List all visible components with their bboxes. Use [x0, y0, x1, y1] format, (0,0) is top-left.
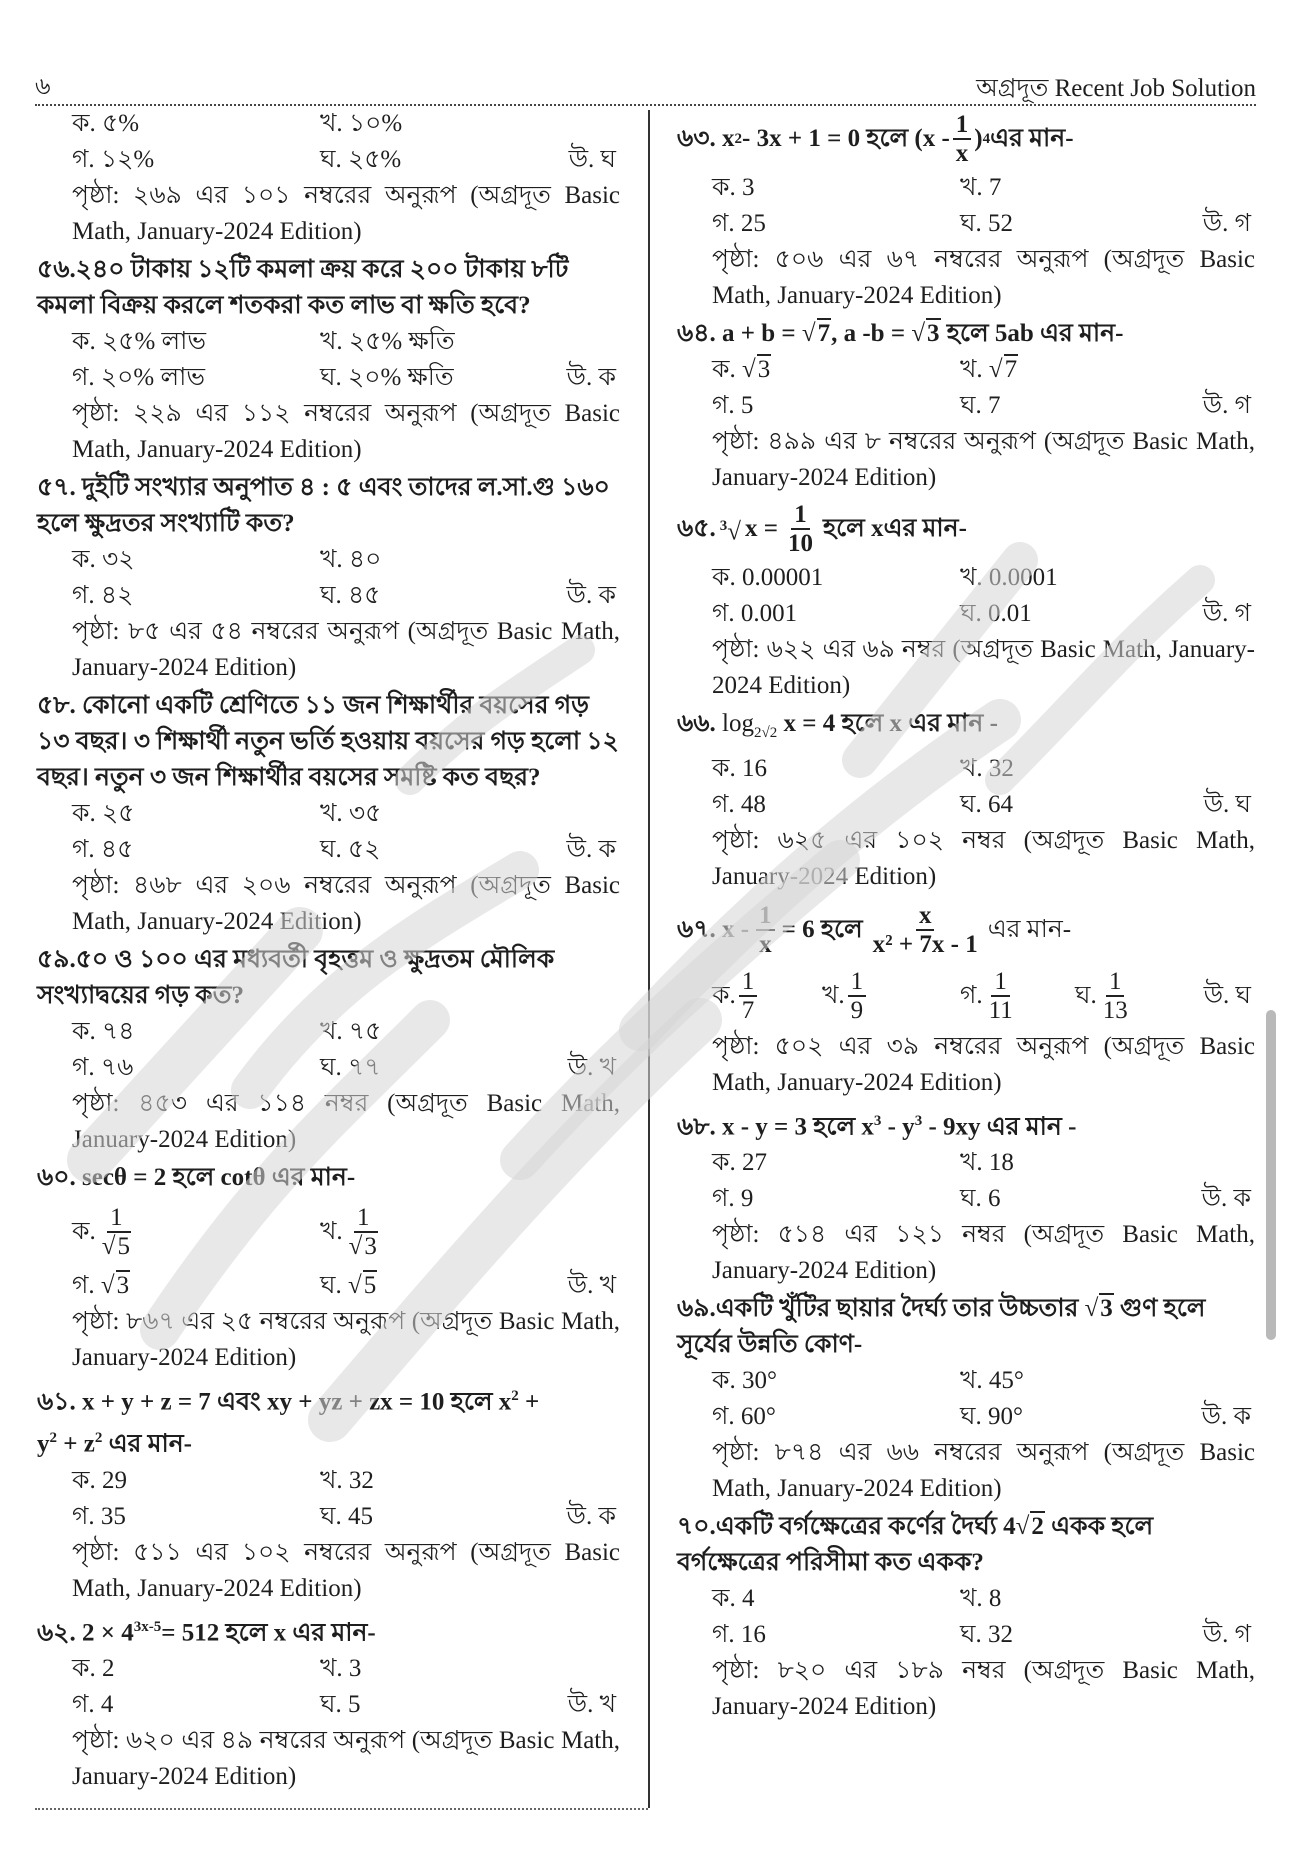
option-row	[712, 1399, 1255, 1435]
option-ka	[72, 1204, 320, 1261]
option-kha	[960, 352, 1255, 388]
option-row	[712, 1145, 1255, 1181]
option-ga: গ. 16	[712, 1621, 766, 1649]
stem-part: এর মান-	[987, 916, 1072, 943]
question-stem	[677, 706, 1255, 751]
stem-part: x = 4 হলে x এর মান -	[777, 710, 998, 737]
option-ka: ক. ৩২	[72, 546, 135, 573]
question-stem: ৫৯.৫০ ও ১০০ এর মধ্যবর্তী বৃহত্তম ও ক্ষুদ্রতম মৌলিক সংখ্যাদ্বয়ের গড় কত?	[37, 946, 555, 1009]
option-row	[712, 1181, 1255, 1217]
option-kha: খ. 3	[320, 1654, 362, 1682]
option-kha: খ. 32	[320, 1466, 374, 1494]
stem-part: ৬৬.	[677, 710, 716, 737]
answer-label: উ. গ	[1202, 392, 1251, 419]
reference-text: পৃষ্ঠা: ৪৬৮ এর ২০৬ নম্বরের অনুরূপ (অগ্রদূত Basic Math, January-2024 Edition)	[72, 872, 620, 935]
option-row	[712, 206, 1255, 242]
left-column	[37, 106, 620, 1795]
option-ka: ক. ২৫% লাভ	[72, 328, 207, 355]
reference-text: পৃষ্ঠা: ৮৫ এর ৫৪ নম্বরের অনুরূপ (অগ্রদূত Basic Math, January-2024 Edition)	[72, 618, 620, 681]
stem-part: - 9xy এর মান -	[922, 1113, 1077, 1141]
question-stem	[677, 897, 1255, 963]
option-ka: ক. $\frac{1}{7}$	[712, 968, 822, 1025]
stem-part: ৭০.একটি বর্গক্ষেত্রের কর্ণের দৈর্ঘ্য 4√	[677, 1513, 1030, 1541]
fraction	[785, 501, 816, 558]
fraction	[99, 1204, 134, 1261]
question-stem: ৬০. secθ = 2 হলে cotθ এর মান-	[37, 1164, 356, 1191]
answer-label: উ. ক	[1201, 1185, 1251, 1213]
fraction	[870, 902, 981, 959]
answer-label: উ. ঘ	[568, 146, 616, 173]
option-row	[72, 578, 620, 614]
reference-text: পৃষ্ঠা: ৬২২ এর ৬৯ নম্বর (অগ্রদূত Basic Math, January-2024 Edition)	[712, 636, 1255, 699]
denominator: x	[955, 140, 969, 167]
answer-label: উ. খ	[567, 1272, 616, 1299]
option-gha: ঘ. $\frac{1}{13}$	[1075, 968, 1185, 1025]
bottom-divider	[35, 1808, 648, 1810]
option-kha: খ. 32	[960, 755, 1014, 782]
denominator: 13	[1102, 997, 1128, 1024]
reference-text: পৃষ্ঠা: ৫১১ এর ১০২ নম্বরের অনুরূপ (অগ্রদূত Basic Math, January-2024 Edition)	[72, 1538, 620, 1602]
option-kha	[320, 1204, 620, 1261]
option-ka: ক. 2	[72, 1654, 115, 1682]
option-row	[712, 596, 1255, 632]
reference-text: পৃষ্ঠা: ২৬৯ এর ১০১ নম্বরের অনুরূপ (অগ্রদূত Basic Math, January-2024 Edition)	[72, 182, 620, 245]
exponent: 3	[914, 1113, 923, 1129]
fraction	[756, 902, 775, 959]
option-prefix: ক. √	[712, 356, 756, 383]
exponent: 4	[982, 131, 991, 147]
numerator: 1	[991, 968, 1010, 998]
option-kha: খ. 45°	[960, 1367, 1024, 1395]
stem-part: y	[37, 1430, 50, 1458]
option-gha: ঘ. ২৫%	[320, 146, 402, 173]
stem-part: হলে xএর মান-	[822, 515, 967, 542]
stem-part: ৬৩. x	[677, 125, 735, 152]
option-gha: ঘ. ৫২	[320, 836, 381, 863]
numerator: 1	[791, 501, 810, 531]
running-header-title: অগ্রদূত Recent Job Solution	[976, 75, 1256, 102]
fraction	[986, 968, 1016, 1025]
root-index: 3	[719, 517, 728, 534]
question-stem: ৫৭. দুইটি সংখ্যার অনুপাত ৪ : ৫ এবং তাদের ল.সা.গু ১৬০ হলে ক্ষুদ্রতর সংখ্যাটি কত?	[37, 474, 610, 537]
option-ga: গ. 48	[712, 791, 766, 818]
option-ka: ক. 29	[72, 1466, 127, 1494]
option-ka: ক. 27	[712, 1149, 767, 1177]
question-stem	[677, 1103, 1255, 1145]
option-ga: গ. √3	[72, 1272, 130, 1299]
option-prefix: খ.	[320, 1218, 343, 1245]
answer-label: উ. খ	[567, 1054, 616, 1081]
option-gha: ঘ. 5	[320, 1690, 361, 1718]
reference-text: পৃষ্ঠা: ৪৫৩ এর ১১৪ নম্বর (অগ্রদূত Basic Math, January-2024 Edition)	[72, 1090, 620, 1153]
option-ka: ক. 16	[712, 755, 767, 782]
option-ga: গ. 0.001	[712, 600, 798, 627]
stem-part: - 3x + 1 = 0 হলে (x -	[742, 125, 950, 152]
option-kha: খ. $\frac{1}{9}$	[822, 968, 960, 1025]
radicand: 3	[1100, 1295, 1113, 1323]
stem-part: ৬৯.একটি খুঁটির ছায়ার দৈর্ঘ্য তার উচ্চতার √	[677, 1295, 1099, 1323]
option-ka: ক. ৫%	[72, 110, 140, 137]
exponent: 3x-5	[133, 1618, 162, 1635]
radicand: 5	[363, 1272, 377, 1299]
fraction	[1100, 968, 1131, 1025]
option-row	[72, 1463, 620, 1499]
question-stem: ৫৬.২৪০ টাকায় ১২টি কমলা ক্রয় করে ২০০ টাকায় ৮টি কমলা বিক্রয় করলে শতকরা কত লাভ বা ক্ষতি হবে?	[37, 256, 569, 319]
question-stem	[37, 1609, 620, 1651]
option-ga: গ. $\frac{1}{11}$	[960, 968, 1075, 1025]
question-stem	[677, 1509, 1255, 1581]
question-stem	[677, 498, 1255, 560]
question-block	[37, 1378, 620, 1607]
option-ka	[712, 352, 960, 388]
option-ga: গ. ৭৬	[72, 1054, 134, 1081]
answer-label: উ. গ	[1202, 210, 1251, 237]
question-block	[677, 498, 1255, 704]
option-gha: ঘ. ৭৭	[320, 1054, 381, 1081]
option-gha: ঘ. ২০% ক্ষতি	[320, 364, 454, 391]
reference-text: পৃষ্ঠা: ৮২০ এর ১৮৯ নম্বর (অগ্রদূত Basic Math, January-2024 Edition)	[712, 1657, 1255, 1721]
answer-label: উ. খ	[567, 1690, 616, 1718]
option-row	[72, 360, 620, 396]
numerator: 1	[756, 902, 775, 932]
option-row	[72, 542, 620, 578]
option-ga: গ. ৪২	[72, 582, 134, 609]
option-ka: ক. 0.00001	[712, 564, 824, 591]
numerator: 1	[848, 968, 867, 998]
radicand: 2	[1031, 1513, 1044, 1541]
cube-root: $^3$√	[719, 517, 741, 546]
reference-text: পৃষ্ঠা: ২২৯ এর ১১২ নম্বরের অনুরূপ (অগ্রদূত Basic Math, January-2024 Edition)	[72, 400, 620, 463]
option-prefix: ক.	[72, 1218, 96, 1245]
reference-text: পৃষ্ঠা: ৫০৬ এর ৬৭ নম্বরের অনুরূপ (অগ্রদূত Basic Math, January-2024 Edition)	[712, 246, 1255, 309]
option-row	[72, 796, 620, 832]
option-gha: ঘ. 52	[960, 210, 1013, 237]
stem-part: + z	[57, 1430, 95, 1458]
stem-part: হলে 5ab এর মান-	[940, 320, 1124, 347]
option-prefix: খ. √	[960, 356, 1003, 383]
question-block	[677, 316, 1255, 496]
reference-text: পৃষ্ঠা: ৬২৫ এর ১০২ নম্বর (অগ্রদূত Basic Math, January-2024 Edition)	[712, 827, 1255, 890]
option-row	[72, 1268, 620, 1304]
option-ka: ক. ৭৪	[72, 1018, 135, 1045]
question-block	[677, 706, 1255, 895]
option-row	[72, 1687, 620, 1723]
scrollbar-thumb[interactable]	[1266, 1010, 1276, 1340]
denominator: x	[759, 931, 772, 958]
question-stem	[677, 108, 1255, 170]
option-ga: গ. ২০% লাভ	[72, 364, 205, 391]
option-row	[72, 1014, 620, 1050]
answer-label: উ. গ	[1202, 600, 1251, 627]
option-row	[712, 1581, 1255, 1617]
radicand: 3	[116, 1272, 130, 1299]
answer-label: উ. ক	[566, 1502, 616, 1530]
question-stem	[37, 1378, 620, 1463]
stem-part: একক হলে বর্গক্ষেত্রের পরিসীমা কত একক?	[677, 1513, 1154, 1577]
option-row	[72, 1050, 620, 1086]
stem-part: ৬১. x + y + z = 7 এবং xy + yz + zx = 10 হলে x	[37, 1388, 512, 1416]
option-row	[72, 324, 620, 360]
option-ga: গ. 9	[712, 1185, 754, 1213]
reference-text: পৃষ্ঠা: ৫১৪ এর ১২১ নম্বর (অগ্রদূত Basic Math, January-2024 Edition)	[712, 1221, 1255, 1285]
radicand: 7	[1004, 356, 1018, 383]
option-row	[712, 751, 1255, 787]
answer-label: উ. ঘ	[1203, 982, 1251, 1009]
question-block	[37, 688, 620, 940]
question-block	[37, 1160, 620, 1376]
option-ga: গ. 35	[72, 1502, 126, 1530]
option-gha: ঘ. 90°	[960, 1403, 1023, 1431]
option-gha: ঘ. 64	[960, 791, 1013, 818]
question-block	[677, 897, 1255, 1101]
log-symbol: log	[722, 710, 754, 737]
stem-part: ৬৮. x - y = 3 হলে x	[677, 1113, 874, 1141]
option-row	[72, 832, 620, 868]
radicand: 7	[817, 320, 831, 347]
option-ga: গ. ৪৫	[72, 836, 134, 863]
option-ga: গ. ১২%	[72, 146, 155, 173]
reference-text: পৃষ্ঠা: ৪৯৯ এর ৮ নম্বরের অনুরূপ (অগ্রদূত Basic Math, January-2024 Edition)	[712, 428, 1255, 491]
fraction	[848, 968, 867, 1025]
question-stem	[677, 316, 1255, 352]
stem-part: )	[974, 125, 983, 152]
exponent: 2	[734, 131, 743, 147]
reference-text: পৃষ্ঠা: ৬২০ এর ৪৯ নম্বরের অনুরূপ (অগ্রদূত Basic Math, January-2024 Edition)	[72, 1726, 620, 1790]
option-prefix: ঘ.	[320, 1272, 342, 1299]
numerator: 1	[1106, 968, 1125, 998]
stem-part: x =	[744, 515, 778, 542]
stem-part: ৬৫.	[677, 515, 716, 542]
stem-part: = 6 হলে	[781, 916, 863, 943]
option-row	[72, 142, 620, 178]
question-block	[677, 1103, 1255, 1289]
option-ga: গ. 4	[72, 1690, 114, 1718]
option-gha: ঘ. 6	[960, 1185, 1001, 1213]
option-kha: খ. 0.0001	[960, 564, 1058, 591]
exponent: 3	[873, 1113, 882, 1129]
denominator: √3	[348, 1233, 377, 1260]
stem-part: , a -b = √	[831, 320, 926, 347]
fraction	[953, 111, 972, 168]
radicand: 3	[927, 320, 940, 347]
denominator: 11	[988, 997, 1013, 1024]
option-gha: ঘ. 32	[960, 1621, 1013, 1649]
option-row	[712, 963, 1255, 1029]
option-kha: খ. ১০%	[320, 110, 403, 137]
stem-part: ৬২. 2 × 4	[37, 1618, 134, 1646]
radicand: 5	[117, 1233, 130, 1260]
option-row	[712, 352, 1255, 388]
right-column	[677, 106, 1255, 1725]
answer-label: উ. ক	[566, 582, 616, 609]
fraction	[739, 968, 758, 1025]
answer-label: উ. ক	[1201, 1403, 1251, 1431]
reference-text: পৃষ্ঠা: ৮৭৪ এর ৬৬ নম্বরের অনুরূপ (অগ্রদূত Basic Math, January-2024 Edition)	[712, 1439, 1255, 1503]
option-ka: ক. 3	[712, 174, 755, 201]
question-stem	[677, 1291, 1255, 1363]
question-block	[37, 470, 620, 686]
option-kha: খ. ৪০	[320, 546, 382, 573]
exponent: 2	[94, 1430, 103, 1447]
numerator: 1	[739, 968, 758, 998]
question-block	[37, 1609, 620, 1795]
reference-text: পৃষ্ঠা: ৫০২ এর ৩৯ নম্বরের অনুরূপ (অগ্রদূত Basic Math, January-2024 Edition)	[712, 1033, 1255, 1096]
answer-label: উ. ঘ	[1203, 791, 1251, 818]
numerator: 1	[354, 1204, 373, 1234]
option-row	[712, 560, 1255, 596]
question-block	[677, 108, 1255, 314]
option-ka: ক. 30°	[712, 1367, 777, 1395]
option-gha: ঘ. √5	[320, 1272, 377, 1299]
option-row	[712, 170, 1255, 206]
option-kha: খ. ৩৫	[320, 800, 382, 827]
numerator: 1	[953, 111, 972, 141]
option-kha: খ. 7	[960, 174, 1002, 201]
option-ga: গ. 60°	[712, 1403, 776, 1431]
option-kha: খ. 18	[960, 1149, 1014, 1177]
reference-text: পৃষ্ঠা: ৮৬৭ এর ২৫ নম্বরের অনুরূপ (অগ্রদূত Basic Math, January-2024 Edition)	[72, 1308, 620, 1371]
denominator: 9	[850, 997, 864, 1024]
exponent: 2	[49, 1430, 57, 1447]
stem-part: - y	[881, 1113, 915, 1141]
stem-part: +	[518, 1388, 540, 1416]
stem-part: = 512 হলে x এর মান-	[161, 1618, 376, 1646]
numerator: x	[916, 902, 935, 932]
radicand: 3	[364, 1233, 377, 1260]
option-row	[712, 787, 1255, 823]
radicand: 3	[757, 356, 771, 383]
question-block	[677, 1291, 1255, 1507]
denominator: √5	[101, 1233, 130, 1260]
question-block	[72, 106, 620, 250]
denominator: x² + 7x - 1	[872, 931, 978, 958]
option-gha: ঘ. 45	[320, 1502, 373, 1530]
option-row	[72, 1499, 620, 1535]
option-gha: ঘ. 0.01	[960, 600, 1032, 627]
question-block	[37, 252, 620, 468]
option-row	[712, 1363, 1255, 1399]
question-stem: ৫৮. কোনো একটি শ্রেণিতে ১১ জন শিক্ষার্থীর বয়সের গড় ১৩ বছর। ৩ শিক্ষার্থী নতুন ভর্তি হওয়ায় বয়সের গড় হলো ১২ বছর। নতুন ৩ জন শিক্ষার্থীর বয়সের সমষ্টি কত বছর?	[37, 692, 619, 791]
stem-part: এর মান-	[990, 125, 1074, 152]
option-gha: ঘ. 7	[960, 392, 1001, 419]
question-block	[677, 1509, 1255, 1725]
option-kha: খ. 8	[960, 1585, 1002, 1613]
denominator: 7	[741, 997, 755, 1024]
fraction	[346, 1204, 381, 1261]
option-gha: ঘ. ৪৫	[320, 582, 381, 609]
denominator: 10	[787, 530, 813, 557]
option-prefix: গ.	[72, 1272, 95, 1299]
page-number: ৬	[35, 74, 51, 100]
option-row	[72, 106, 620, 142]
option-row	[72, 1651, 620, 1687]
option-kha: খ. ২৫% ক্ষতি	[320, 328, 455, 355]
stem-part: ৬৪. a + b = √	[677, 320, 816, 347]
option-ga: গ. 25	[712, 210, 766, 237]
answer-label: উ. গ	[1202, 1621, 1251, 1649]
question-block	[37, 942, 620, 1158]
option-ga: গ. 5	[712, 392, 754, 419]
answer-label: উ. ক	[566, 836, 616, 863]
stem-part: এর মান-	[102, 1430, 192, 1458]
stem-part: ৬৭. x -	[677, 916, 750, 943]
option-row	[712, 1617, 1255, 1653]
option-row	[712, 388, 1255, 424]
column-divider	[648, 110, 650, 1808]
option-row	[72, 1196, 620, 1268]
stem-part: গুণ হলে সূর্যের উন্নতি কোণ-	[677, 1295, 1206, 1359]
numerator: 1	[107, 1204, 126, 1234]
exponent: 2	[511, 1388, 519, 1404]
option-ka: ক. 4	[712, 1585, 755, 1613]
log-base: 2√2	[753, 725, 778, 741]
answer-label: উ. ক	[566, 364, 616, 391]
option-ka: ক. ২৫	[72, 800, 135, 827]
option-kha: খ. ৭৫	[320, 1018, 382, 1045]
